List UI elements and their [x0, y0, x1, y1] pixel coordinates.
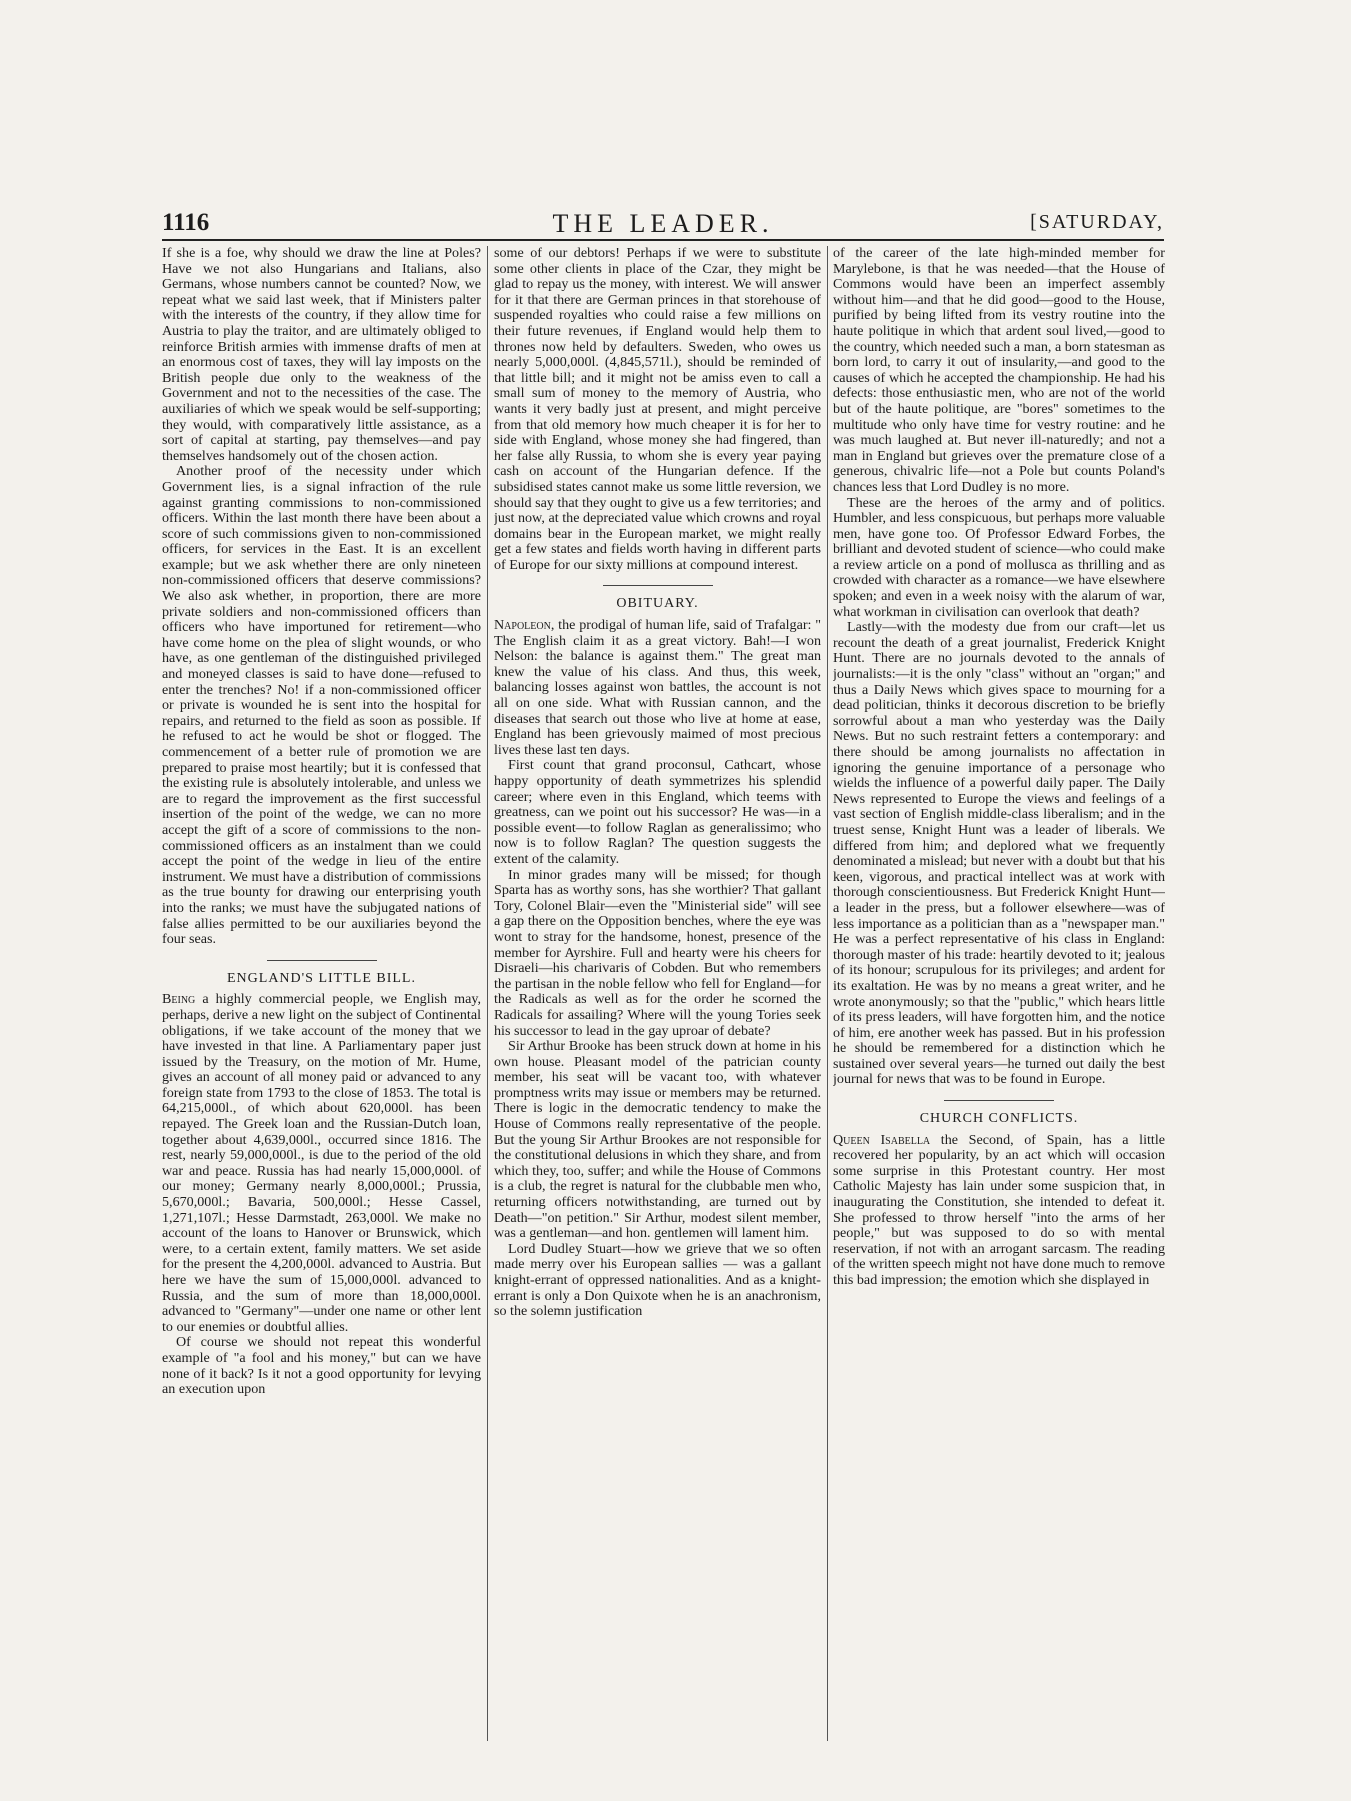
column-divider	[487, 246, 488, 1741]
article-paragraph	[494, 1242, 821, 1320]
paragraph-text: These are the heroes of the army and of politics. Humbler, and less conspicuous, but perhaps more valuable men, have gone too. Of Professor Edward Forbes, the brilliant and devoted student of science—who could make a review article on a pond of mollusca as thrilling and as crowded with character as a romance—we have elsewhere spoken; and even in a week noisy with the alarum of war, what workman in civilisation can overlook that death?	[833, 494, 1165, 620]
article-paragraph	[494, 618, 821, 758]
article-paragraph	[162, 992, 481, 1335]
issue-day: [SATURDAY,	[1030, 211, 1164, 233]
paragraph-lead-word: Queen Isabella	[833, 1131, 931, 1148]
section-heading: OBITUARY.	[616, 596, 699, 612]
column-1	[162, 246, 481, 1746]
article-paragraph	[162, 464, 481, 947]
column-divider	[827, 246, 828, 1741]
paragraph-text: a highly commercial people, we English may, perhaps, derive a new light on the subject of Continental obligations, if we take account of the money that we have invested in that line. A Parliamentary paper just issued by the Treasury, on the motion of Mr. Hume, gives an account of all money paid or advanced to any foreign state from 1793 to the close of 1853. The total is 64,215,000l., of which about 620,000l. has been repayed. The Greek loan and the Russian-Dutch loan, together about 4,639,000l., occurred since 1816. The rest, nearly 59,000,000l., is due to the period of the old war and peace. Russia has had nearly 15,000,000l. of our money; Germany nearly 8,000,000l.; Prussia, 5,670,000l.; Bavaria, 500,000l.; Hesse Cassel, 1,271,107l.; Hesse Darmstadt, 263,000l. We make no account of the loans to Hanover or Brunswick, which were, to a certain extent, family matters. We set aside for the present the 4,200,000l. advanced to Austria. But here we have the sum of 15,000,000l. advanced to Russia, and the sum of more than 18,000,000l. advanced to "Germany"—under one name or other lent to our enemies or doubtful allies.	[162, 991, 481, 1335]
paragraph-text: Another proof of the necessity under which Government lies, is a signal infraction of the rule against granting commissions to non-commissioned officers. Within the last month there have been about a score of such commissions given to non-commissioned officers, for services in the East. It is an excellent example; but we ask whether there are only nineteen non-commissioned officers that deserve commissions? We also ask whether, in proportion, there are more private soldiers and non-commissioned officers than officers who have importuned for retirement—who have come home on the plea of slight wounds, or who have, as one gentleman of the distinguished privileged and moneyed classes is said to have done—refused to enter the trenches? No! if a non-commissioned officer or private is wounded he is sent into the hospital for repairs, and returned to the field as soon as possible. If he refused to act he would be shot or flogged. The commencement of a better rule of promotion we are prepared to praise most heartily; but it is confessed that the existing rule is absolutely intolerable, and unless we are to regard the improvement as the first successful insertion of the point of the wedge, we can no more accept the gift of a score of commissions to the non-commissioned officers as an instalment than we could accept the point of the wedge in lieu of the entire instrument. We must have a distribution of commissions as the true bounty for drawing our enterprising youth into the ranks; we must have the subjugated nations of false allies permitted to be our auxiliaries beyond the four seas.	[162, 463, 481, 948]
paragraph-text: the Second, of Spain, has a little recovered her popularity, by an act which will occasion some surprise in this Protestant country. Her most Catholic Majesty has lain under some suspicion that, in inaugurating the Constitution, she intended to defeat it. She professed to throw herself "into the arms of her people," but was supposed to do so with mental reservation, if not with an arrogant sarcasm. The reading of the written speech might not have done much to remove this bad impression; the emotion which she displayed in	[833, 1131, 1165, 1288]
paragraph-text: some of our debtors! Perhaps if we were to substitute some other clients in place of the Czar, they might be glad to repay us the money, with interest. We will answer for it that there are German princes in that storehouse of suspended royalties who could raise a few millions on their future revenues, if England would help them to thrones now held by defaulters. Sweden, who owes us nearly 5,000,000l. (4,845,571l.), should be reminded of that little bill; and it might not be amiss even to call a small sum of money to the memory of Austria, who wants it very badly just at present, and might perceive from that old memory how much cheaper it is for her to side with England, whose money she had fingered, than her false ally Russia, to whom she is every year paying cash on account of the Hungarian defence. If the subsidised states cannot make us some little reversion, we should say that they ought to give us a few territories; and just now, at the depreciated value which crowns and royal domains bear in the European market, we might really get a few states and fields worth having in different parts of Europe for our sixty millions at compound interest.	[494, 246, 821, 573]
section-rule	[944, 1100, 1054, 1101]
section-heading: CHURCH CONFLICTS.	[919, 1111, 1079, 1127]
column-2	[494, 246, 821, 1746]
paragraph-text: First count that grand proconsul, Cathcart, whose happy opportunity of death symmetrizes his splendid career; where even in this England, which teems with greatness, can we point out his successor? He was—in a possible event—to follow Raglan as generalissimo; who now is to follow Raglan? The question suggests the extent of the calamity.	[494, 757, 821, 867]
paragraph-text: In minor grades many will be missed; for though Sparta has as worthy sons, has she worthier? That gallant Tory, Colonel Blair—even the "Ministerial side" will see a gap there on the Opposition benches, where the eye was wont to stray for the handsome, honest, presence of the member for Ayrshire. Full and hearty were his cheers for Disraeli—his charivaris of Cobden. But who remembers the partisan in the noble fellow who fell for England—for the Radicals as well as for the order he scorned the Radicals for assailing? Where will the young Tories seek his successor to lead in the gay uproar of debate?	[494, 866, 821, 1039]
paragraph-lead-word: Napoleon	[494, 617, 551, 634]
article-paragraph	[833, 496, 1165, 621]
article-paragraph	[162, 1335, 481, 1397]
masthead	[162, 209, 1164, 237]
paragraph-lead-word: Being	[162, 991, 196, 1008]
masthead-rule	[162, 239, 1164, 241]
article-paragraph	[494, 868, 821, 1040]
paragraph-text: Lord Dudley Stuart—how we grieve that we so often made merry over his European sallies — was a gallant knight-errant of oppressed nationalities. And as a knight-errant is only a Don Quixote when he is an anachronism, so the solemn justification	[494, 1240, 821, 1320]
section-rule	[603, 585, 713, 586]
article-paragraph	[162, 246, 481, 464]
paragraph-text: Of course we should not repeat this wonderful example of "a fool and his money," but can we have none of it back? Is it not a good opportunity for levying an execution upon	[162, 1334, 481, 1398]
section-heading: ENGLAND'S LITTLE BILL.	[227, 970, 416, 986]
page-number: 1116	[162, 209, 210, 236]
column-3	[833, 246, 1165, 1746]
paragraph-text: If she is a foe, why should we draw the line at Poles? Have we not also Hungarians and Italians, also Germans, whose numbers cannot be counted? Now, we repeat what we said last week, that if Ministers palter with the interests of the country, if they allow time for Austria to play the traitor, and are ultimately obliged to reinforce British armies with immense drafts of men at an enormous cost of taxes, they will lay imposts on the British people due only to the weakness of the Government and not to the necessities of the case. The auxiliaries of which we speak would be self-supporting; they would, with comparatively little assistance, as a sort of capital at starting, pay themselves—and pay themselves handsomely out of the chosen action.	[162, 246, 481, 464]
paragraph-text: , the prodigal of human life, said of Trafalgar: " The English claim it as a great victory. Bah!—I won Nelson: the balance is against them." The great man knew the value of his class. And thus, this week, balancing losses against won battles, the account is not all on one side. What with Russian cannon, and the diseases that search out those who live at home at ease, England has been grievously maimed of most precious lives these last ten days.	[494, 617, 821, 758]
article-paragraph	[833, 1133, 1165, 1289]
section-rule	[267, 960, 377, 961]
paragraph-text: of the career of the late high-minded member for Marylebone, is that he was needed—that the House of Commons would have been an imperfect assembly without him—and that he did good—good to the House, purified by being lifted from its vestry routine into the haute politique in which that ardent soul lived,—good to the country, which needed such a man, a born statesman as born lord, to carry it out of insularity,—and good to the causes of which he accepted the championship. He had his defects: those enthusiastic men, who are not of the world but of the haute politique, are "bores" sometimes to the multitude who only have time for vestry routine: and he was much laughed at. But never ill-naturedly; and not a man in England but grieves over the premature close of a generous, chivalric life—not a Pole but counts Poland's chances less that Lord Dudley is no more.	[833, 246, 1165, 495]
paragraph-text: Sir Arthur Brooke has been struck down at home in his own house. Pleasant model of the patrician county member, his seat will be vacant too, with whatever promptness writs may issue or members may be returned. There is logic in the democratic tendency to make the House of Commons really representative of the people. But the young Sir Arthur Brookes are not responsible for the constitutional delusions in which they share, and from which they, too, suffer; and while the House of Commons is a club, the regret is natural for the clubbable men who, returning officers notwithstanding, are turned out by Death—"on petition." Sir Arthur, modest silent member, was a gentleman—and hon. gentlemen will lament him.	[494, 1038, 821, 1242]
article-paragraph	[494, 1039, 821, 1242]
article-paragraph	[833, 620, 1165, 1088]
paragraph-text: Lastly—with the modesty due from our craft—let us recount the death of a great journalist, Frederick Knight Hunt. There are no journals devoted to the annals of journalists:—it is the only "class" without an "organ;" and thus a Daily News which gives space to mourning for a dead politician, thinks it decorous discretion to be briefly sorrowful about a man who yesterday was the Daily News. But no such restraint fetters a contemporary: and there should be among journalists no affectation in ignoring the genuine importance of a personage who wields the influence of a powerful daily paper. The Daily News represented to Europe the views and feelings of a vast section of English middle-class liberalism; and in the truest sense, Knight Hunt was a leader of liberals. We differed from him; and deplored what we frequently denominated a mislead; but never with a doubt but that his keen, vigorous, and practical intellect was at work with thorough conscientiousness. But Frederick Knight Hunt—a leader in the press, but a follower elsewhere—was of less importance as a politician than as a "newspaper man." He was a perfect representative of his class in England: thorough master of his trade: heartily devoted to it; jealous of its honour; scrupulous for its privileges; and ardent for its exaltation. He was by no means a great writer, and he wrote anonymously; so that the "public," which hears little of its press leaders, will have forgotten him, and the notice of him, ere another week has passed. But in his profession he should be remembered for a distinction which he sustained over several years—he turned out daily the best journal for news that was to be found in Europe.	[833, 619, 1165, 1088]
article-paragraph	[494, 758, 821, 867]
newspaper-title: THE LEADER.	[552, 209, 774, 238]
article-paragraph	[833, 246, 1165, 496]
article-paragraph	[494, 246, 821, 573]
